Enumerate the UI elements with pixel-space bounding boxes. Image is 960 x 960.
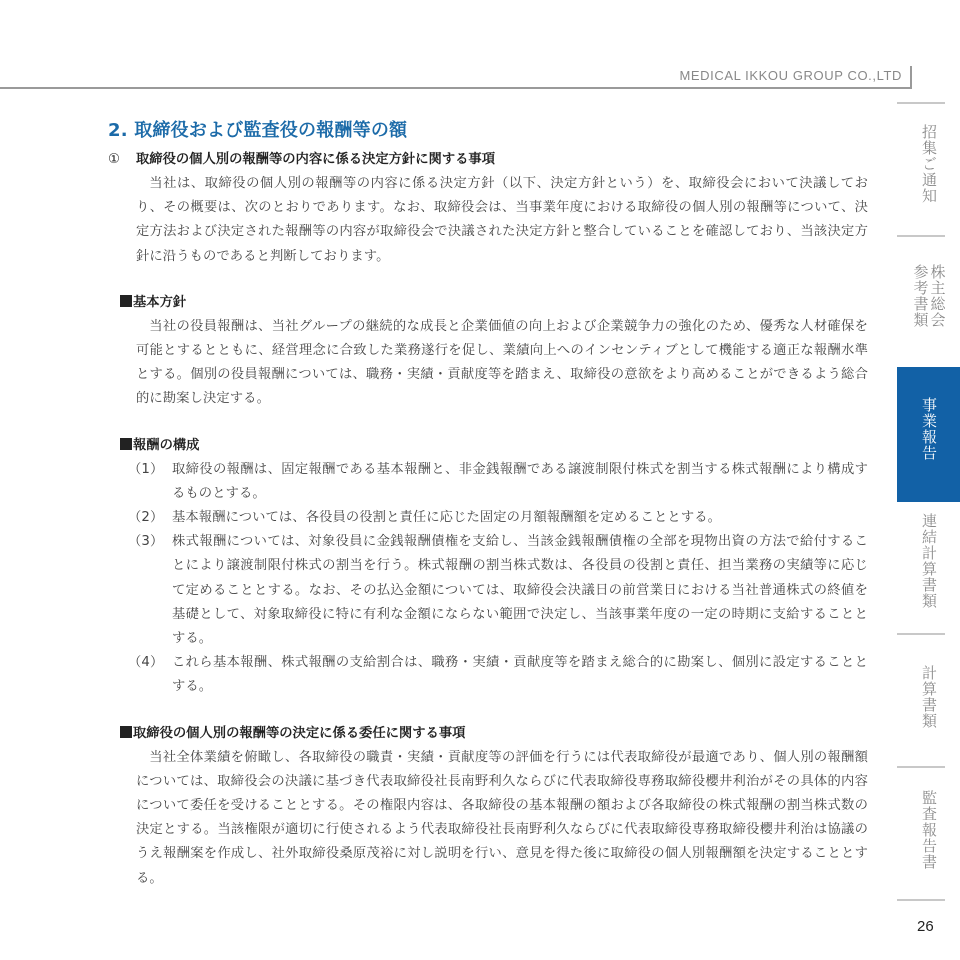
subsection-heading	[108, 148, 868, 172]
tab-divider	[897, 899, 945, 901]
section-index-tabs	[897, 100, 960, 920]
main-content	[108, 118, 868, 891]
intro-paragraph: 当社は、取締役の個人別の報酬等の内容に係る決定方針（以下、決定方針という）を、取締役会において決議しており、その概要は、次のとおりであります。なお、取締役会は、当事業年度における取締役の個人別の報酬等について、決定方法および決定された報酬等の内容が取締役会で決議された決定方針と整合していることを確認しており、当該決定方針に沿うものであると判断しております。	[136, 176, 868, 264]
section-title: 2. 取締役および監査役の報酬等の額	[108, 120, 408, 141]
tab-divider	[897, 102, 945, 104]
header-rule-tick	[910, 66, 912, 89]
list-item	[128, 506, 868, 530]
list-item-text: 取締役の報酬は、固定報酬である基本報酬と、非金銭報酬である譲渡制限付株式を割当する株式報酬により構成するものとする。	[172, 461, 868, 501]
block-heading-basic-policy: 基本方針	[120, 291, 868, 315]
list-item-number: （2）	[128, 510, 164, 526]
square-bullet-icon	[120, 726, 132, 738]
subsection-title: 取締役の個人別の報酬等の内容に係る決定方針に関する事項	[136, 152, 496, 167]
list-item-number: （3）	[128, 534, 164, 550]
list-item-text: 基本報酬については、各役員の役割と責任に応じた固定の月額報酬額を定めることとする。	[172, 510, 722, 526]
tab-shareholders-reference[interactable]: 株主総会参考書類	[911, 264, 947, 328]
header-rule	[0, 87, 912, 89]
block-heading-delegation: 取締役の個人別の報酬等の決定に係る委任に関する事項	[120, 722, 868, 746]
tab-divider	[897, 766, 945, 768]
tab-divider	[897, 235, 945, 237]
list-item-text: 株式報酬については、対象役員に金銭報酬債権を支給し、当該金銭報酬債権の全部を現物出資の方法で給付することにより譲渡制限付株式の割当を行う。株式報酬の割当株式数は、各役員の役割と責任、担当業務の実績等に応じて定めることとする。なお、その払込金額については、取締役会決議日の前営業日における当社普通株式の終値を基礎として、対象取締役に特に有利な金額にならない範囲で決定し、当該事業年度の一定の時期に支給することとする。	[172, 534, 868, 647]
square-bullet-icon	[120, 438, 132, 450]
composition-list	[128, 458, 868, 700]
page-number: 26	[917, 918, 934, 935]
tab-consolidated-statements[interactable]: 連結計算書類	[920, 513, 938, 609]
list-item-number: （1）	[128, 461, 164, 477]
tab-financial-statements[interactable]: 計算書類	[920, 665, 938, 729]
tab-audit-report[interactable]: 監査報告書	[920, 790, 938, 870]
list-item-number: （4）	[128, 655, 164, 671]
list-item	[128, 651, 868, 699]
tab-notice[interactable]: 招集ご通知	[920, 124, 938, 204]
square-bullet-icon	[120, 295, 132, 307]
tab-divider	[897, 633, 945, 635]
list-item	[128, 530, 868, 651]
delegation-paragraph: 当社全体業績を俯瞰し、各取締役の職責・実績・貢献度等の評価を行うには代表取締役が最適であり、個人別の報酬額については、取締役会の決議に基づき代表取締役社長南野利久ならびに代表取締役専務取締役櫻井利治がその具体的内容について委任を受けることとする。その権限内容は、各取締役の基本報酬の額および各取締役の株式報酬の割当株式数の決定とする。当該権限が適切に行使されるよう代表取締役社長南野利久ならびに代表取締役専務取締役櫻井利治は協議のうえ報酬案を作成し、社外取締役桑原茂裕に対し説明を行い、意見を得た後に取締役の個人別報酬額を決定することとする。	[136, 749, 868, 886]
company-name: MEDICAL IKKOU GROUP CO.,LTD	[679, 68, 902, 83]
subsection-number: ①	[108, 152, 120, 167]
basic-policy-paragraph: 当社の役員報酬は、当社グループの継続的な成長と企業価値の向上および企業競争力の強化のため、優秀な人材確保を可能とするとともに、経営理念に合致した業務遂行を促し、業績向上へのインセンティブとして機能する適正な報酬水準とする。個別の役員報酬については、職務・実績・貢献度等を踏まえ、取締役の意欲をより高めることができるよう総合的に勘案し決定する。	[136, 318, 868, 407]
list-item-text: これら基本報酬、株式報酬の支給割合は、職務・実績・貢献度等を踏まえ総合的に勘案し、個別に設定することとする。	[172, 655, 868, 695]
block-heading-composition: 報酬の構成	[120, 434, 868, 458]
list-item	[128, 458, 868, 506]
tab-business-report[interactable]: 事業報告	[897, 367, 960, 502]
